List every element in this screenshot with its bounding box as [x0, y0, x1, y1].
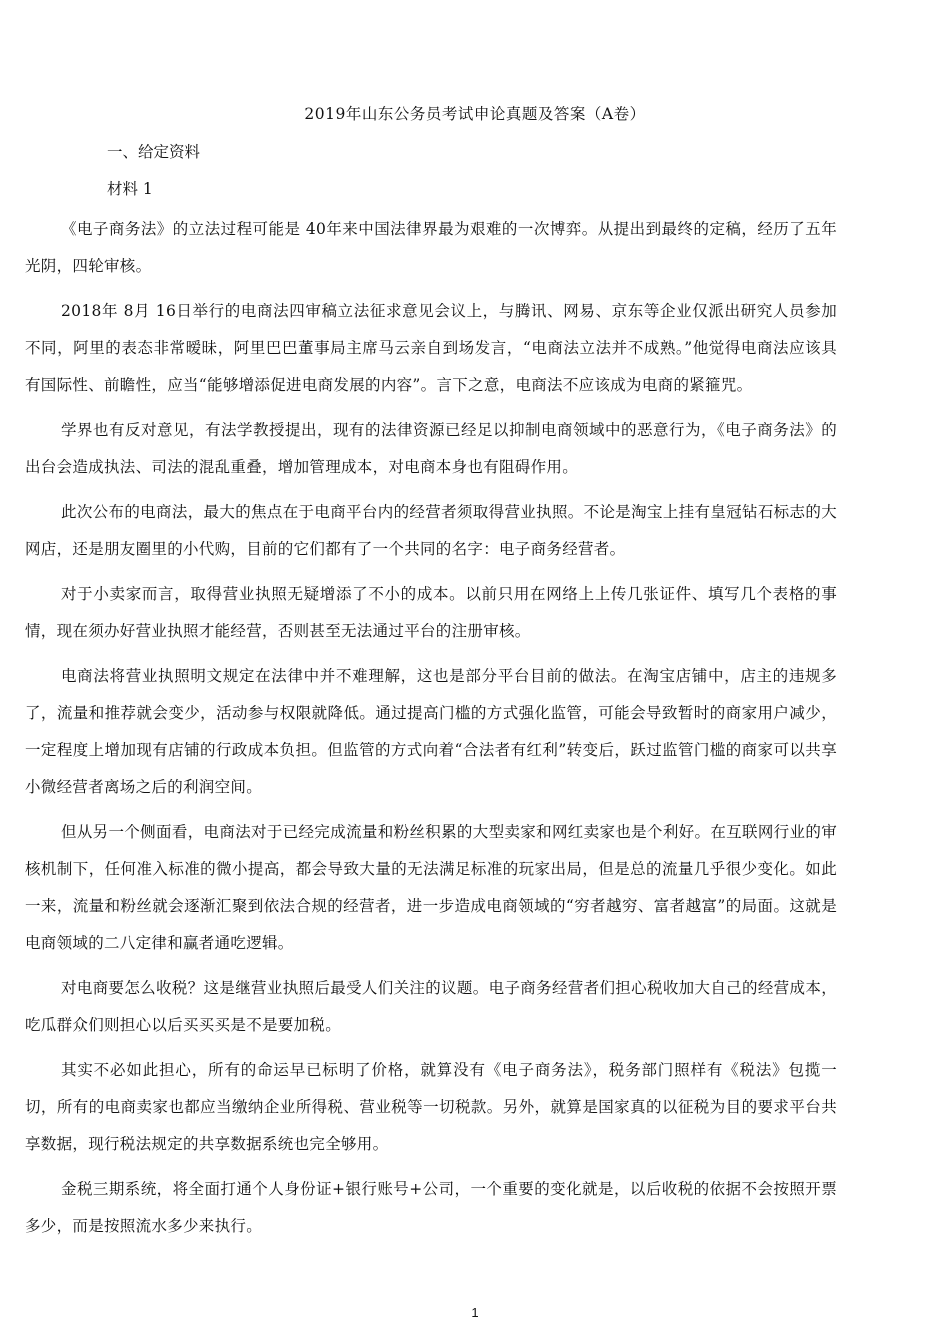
- material-label: 材料 1: [107, 180, 153, 198]
- paragraph: 其实不必如此担心，所有的命运早已标明了价格，就算没有《电子商务法》，税务部门照样有《税法》包揽一切，所有的电商卖家也都应当缴纳企业所得税、营业税等一切税款。另外，就算是国家真的以征税为目的要求平台共享数据，现行税法规定的共享数据系统也完全够用。: [25, 1061, 837, 1153]
- paragraph: 2018年 8月 16日举行的电商法四审稿立法征求意见会议上，与腾讯、网易、京东等企业仅派出研究人员参加不同，阿里的表态非常暧昧，阿里巴巴董事局主席马云亲自到场发言，“电商法立法并不成熟。”他觉得电商法应该具有国际性、前瞻性，应当“能够增添促进电商发展的内容”。言下之意，电商法不应该成为电商的紧箍咒。: [25, 302, 837, 394]
- paragraph: 此次公布的电商法，最大的焦点在于电商平台内的经营者须取得营业执照。不论是淘宝上挂有皇冠钻石标志的大网店，还是朋友圈里的小代购，目前的它们都有了一个共同的名字：电子商务经营者。: [25, 503, 837, 558]
- section-heading: 一、给定资料: [107, 143, 201, 161]
- document-title: 2019年山东公务员考试申论真题及答案（A卷）: [304, 105, 646, 123]
- paragraph: 对于小卖家而言，取得营业执照无疑增添了不小的成本。以前只用在网络上上传几张证件、填写几个表格的事情，现在须办好营业执照才能经营，否则甚至无法通过平台的注册审核。: [25, 585, 837, 640]
- page-number: 1: [471, 1305, 479, 1320]
- paragraph: 但从另一个侧面看，电商法对于已经完成流量和粉丝积累的大型卖家和网红卖家也是个利好。在互联网行业的审核机制下，任何准入标准的微小提高，都会导致大量的无法满足标准的玩家出局，但是总的流量几乎很少变化。如此一来，流量和粉丝就会逐渐汇聚到依法合规的经营者，进一步造成电商领域的“穷者越穷、富者越富”的局面。这就是电商领域的二八定律和赢者通吃逻辑。: [25, 823, 837, 952]
- document-body: [25, 211, 837, 1253]
- paragraph: 金税三期系统，将全面打通个人身份证+银行账号+公司，一个重要的变化就是，以后收税的依据不会按照开票多少，而是按照流水多少来执行。: [25, 1180, 837, 1235]
- paragraph: 《电子商务法》的立法过程可能是 40年来中国法律界最为艰难的一次博弈。从提出到最终的定稿，经历了五年光阴，四轮审核。: [25, 220, 837, 275]
- paragraph: 对电商要怎么收税？这是继营业执照后最受人们关注的议题。电子商务经营者们担心税收加大自己的经营成本，吃瓜群众们则担心以后买买买是不是要加税。: [25, 979, 837, 1034]
- paragraph: 学界也有反对意见，有法学教授提出，现有的法律资源已经足以抑制电商领域中的恶意行为，《电子商务法》的出台会造成执法、司法的混乱重叠，增加管理成本，对电商本身也有阻碍作用。: [25, 421, 837, 476]
- paragraph: 电商法将营业执照明文规定在法律中并不难理解，这也是部分平台目前的做法。在淘宝店铺中，店主的违规多了，流量和推荐就会变少，活动参与权限就降低。通过提高门槛的方式强化监管，可能会导致暂时的商家用户减少，一定程度上增加现有店铺的行政成本负担。但监管的方式向着“合法者有红利”转变后，跃过监管门槛的商家可以共享小微经营者离场之后的利润空间。: [25, 667, 837, 796]
